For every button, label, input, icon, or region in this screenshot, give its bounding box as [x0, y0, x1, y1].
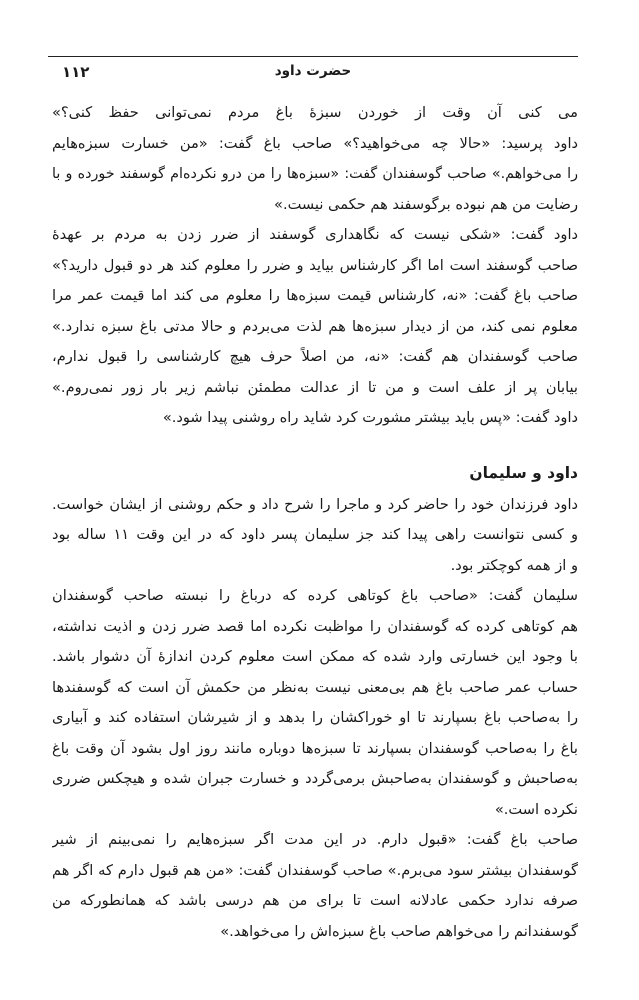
text-line: را به‌صاحب باغ بسپارند تا او خوراکشان را بدهد و از شیرشان استفاده کند و آبیاری — [52, 709, 578, 726]
text-line: نکرده است.» — [494, 800, 578, 818]
header-rule — [48, 56, 578, 57]
text-line: داود پرسید: «حالا چه می‌خواهید؟» صاحب باغ گفت: «من خسارت سبزه‌هایم — [52, 134, 578, 152]
text-line: داود گفت: «شکی نیست که نگاهداری گوسفند از ضرر زدن به مردم بر عهدهٔ — [52, 226, 578, 243]
text-line: و از همه کوچکتر بود. — [450, 556, 578, 574]
text-line: و کسی نتوانست راهی پیدا کند جز سلیمان پسر داود که در این وقت ۱۱ ساله بود — [52, 526, 578, 543]
text-line: صاحب باغ گفت: «نه، کارشناس قیمت سبزه‌ها را معلوم می‌ کند اما قیمت عمر مرا — [52, 287, 578, 304]
text-line: داود گفت: «پس باید بیشتر مشورت کرد شاید راه روشنی پیدا شود.» — [162, 409, 578, 426]
text-line: داود فرزندان خود را حاضر کرد و ماجرا را شرح داد و حکم روشنی از ایشان خواست. — [52, 495, 578, 513]
text-line: صاحب گوسفندان هم گفت: «نه، من اصلاً حرف هیچ کارشناسی را قبول ندارم، — [52, 348, 578, 365]
section-heading: داود و سلیمان — [469, 463, 578, 482]
page-body — [52, 98, 578, 947]
text-line: با وجود این خسارتی وارد شده که ممکن است معلوم کردن اندازهٔ آن دشوار باشد. — [52, 648, 578, 665]
text-line: حساب عمر صاحب باغ هم بی‌معنی نیست به‌نظر من حکمش آن است که گوسفندها — [52, 678, 578, 696]
page-header — [48, 56, 578, 90]
text-line: صرفه ندارد حکمی عادلانه است تا برای من هم درسی باشد که همانطورکه من — [52, 892, 578, 909]
text-line: به‌صاحبش و گوسفندان به‌صاحبش برمی‌گردد و خسارت جبران شده و هیچکس ضرری — [52, 770, 578, 787]
text-line: می کنی آن وقت از خوردن سبزهٔ باغ مردم نمی‌توانی حفظ کنی؟» — [52, 104, 578, 121]
running-title: حضرت داود — [274, 63, 352, 79]
text-line: صاحب باغ گفت: «قبول دارم. در این مدت اگر سبزه‌هایم را نمی‌بینم از شیر — [52, 831, 578, 848]
section-spacer — [52, 434, 578, 456]
text-line: معلوم نمی‌ کند، من از دیدار سبزه‌ها هم لذت می‌بردم و حالا مدتی باغ سبزه ندارد.» — [52, 317, 578, 335]
text-line: گوسفندانم را می‌خواهم صاحب باغ سبزه‌اش را می‌خواهد.» — [220, 922, 578, 940]
text-line: باغ را به‌صاحب گوسفندان بسپارند تا سبزه‌ها دوباره مانند روز اول بشود آن وقت باغ — [52, 739, 578, 757]
text-line: بیابان پر از علف است و من تا از عدالت مطمئن نباشم زیر بار زور نمی‌روم.» — [52, 378, 578, 396]
text-line: گوسفندان بیشتر سود می‌برم.» صاحب گوسفندان گفت: «من هم قبول دارم که اگر هم — [52, 861, 578, 879]
text-line: سلیمان گفت: «صاحب باغ کوتاهی کرده که درباغ را نبسته صاحب گوسفندان — [52, 587, 578, 604]
text-line: هم کوتاهی کرده که گوسفندان را مواظبت نکرده اما قصد ضرر زدن و اذیت نداشته، — [52, 617, 578, 635]
text-line: رضایت من هم نبوده برگوسفند هم حکمی نیست.» — [274, 195, 578, 213]
text-line: را می‌خواهم.» صاحب گوسفندان گفت: «سبزه‌ها را من درو نکرده‌ام گوسفند خورده و با — [52, 166, 578, 182]
text-line: صاحب گوسفند است اما اگر کارشناس بیاید و ضرر را معلوم کند هر دو قبول دارید؟» — [52, 256, 578, 274]
page-number: ۱۱۲ — [62, 63, 90, 81]
